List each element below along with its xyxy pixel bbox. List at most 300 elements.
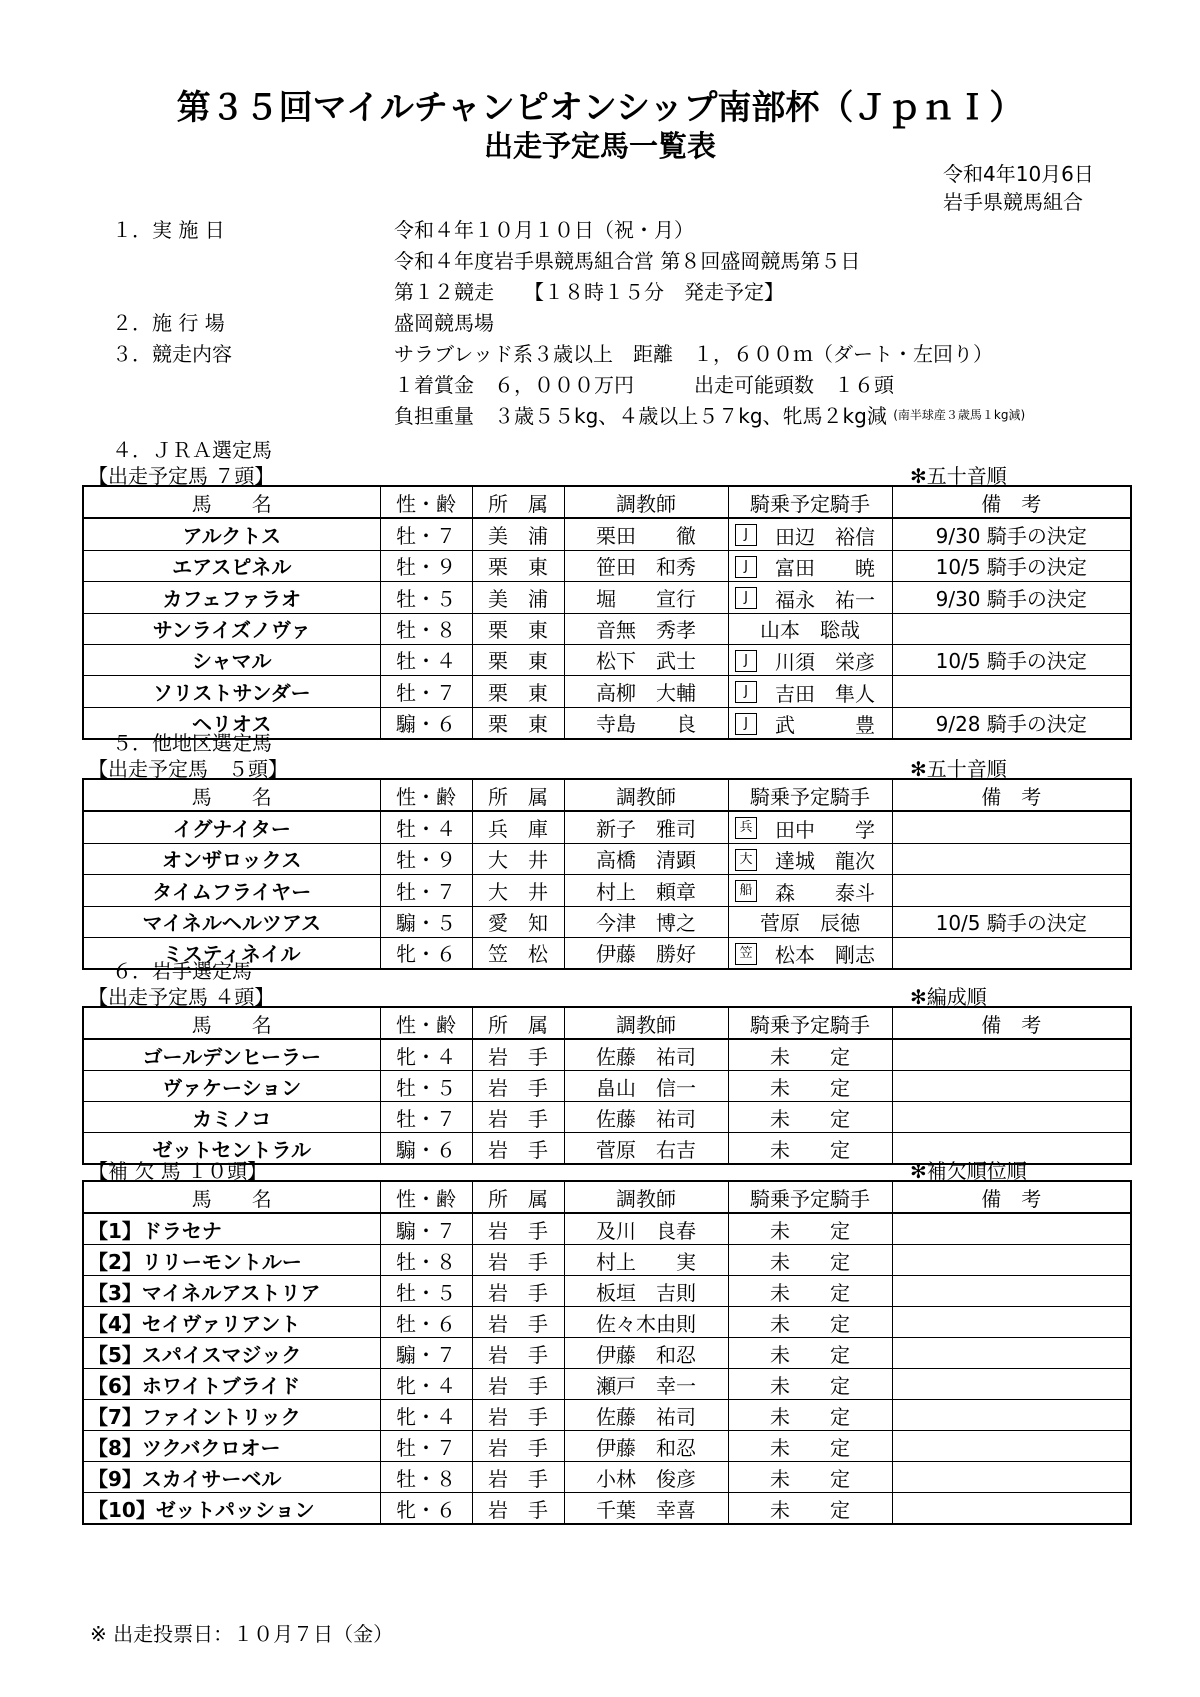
column-header: 調教師 <box>564 779 728 811</box>
affiliation: 栗 東 <box>472 613 564 644</box>
remarks <box>892 1493 1131 1525</box>
jockey-name: 未 定 <box>770 1466 850 1491</box>
jockey-cell <box>728 1493 892 1525</box>
sex-age: 牡・５ <box>380 1071 472 1102</box>
affiliation: 岩 手 <box>472 1462 564 1493</box>
jockey-wrap <box>735 521 885 550</box>
sex-age: 騸・７ <box>380 1338 472 1369</box>
jockey-cell <box>728 1307 892 1338</box>
info-value: 負担重量 ３歳５５kg、４歳以上５７kg、牝馬２kg減 <box>394 404 887 428</box>
table-row <box>83 1493 1131 1525</box>
column-header: 調教師 <box>564 1181 728 1213</box>
remarks: 10/5 騎手の決定 <box>892 550 1131 582</box>
jockey-name: 川須 栄彦 <box>775 650 875 674</box>
affiliation-badge: J <box>735 556 757 578</box>
affiliation: 大 井 <box>472 875 564 907</box>
column-header: 騎乗予定騎手 <box>728 1181 892 1213</box>
remarks <box>892 613 1131 644</box>
page-subtitle: 出走予定馬一覧表 <box>483 129 716 163</box>
sex-age: 牝・６ <box>380 937 472 969</box>
remarks <box>892 1213 1131 1245</box>
section-order-label: ✻五十音順 <box>910 757 1007 781</box>
jockey-cell <box>728 811 892 843</box>
jockey-wrap <box>735 614 885 643</box>
jockey-wrap <box>735 1134 885 1163</box>
jockey-wrap <box>735 1246 885 1275</box>
horse-name: ゼットセントラル <box>83 1133 380 1165</box>
jockey-cell <box>728 875 892 907</box>
table-row <box>83 875 1131 907</box>
horse-name: ヘリオス <box>83 707 380 739</box>
trainer: 佐々木由則 <box>564 1307 728 1338</box>
sex-age: 牡・７ <box>380 1431 472 1462</box>
jockey-name: 松本 剛志 <box>775 943 875 967</box>
trainer: 寺島 良 <box>564 707 728 739</box>
column-header: 性・齢 <box>380 486 472 518</box>
trainer: 新子 雅司 <box>564 811 728 843</box>
remarks <box>892 1071 1131 1102</box>
remarks <box>892 1245 1131 1276</box>
affiliation-badge: 兵 <box>735 817 757 839</box>
horse-name: 【2】リリーモントルー <box>83 1245 380 1276</box>
info-value: 盛岡競馬場 <box>394 311 494 335</box>
jockey-name: 田辺 裕信 <box>775 524 875 549</box>
trainer: 畠山 信一 <box>564 1071 728 1102</box>
horse-name: 【4】セイヴァリアント <box>83 1307 380 1338</box>
remarks <box>892 1400 1131 1431</box>
trainer: 松下 武士 <box>564 644 728 676</box>
info-value: サラブレッド系３歳以上 距離 １，６００ｍ（ダート・左回り） <box>394 342 993 366</box>
section-heading: ６．岩手選定馬 <box>112 959 252 983</box>
affiliation-badge: J <box>735 713 757 735</box>
affiliation: 岩 手 <box>472 1493 564 1525</box>
jockey-name: 田中 学 <box>775 817 875 842</box>
sex-age: 牝・６ <box>380 1493 472 1525</box>
table-row <box>83 1369 1131 1400</box>
horse-name: カフェファラオ <box>83 582 380 614</box>
remarks: 10/5 騎手の決定 <box>892 906 1131 937</box>
affiliation-badge: J <box>735 524 757 546</box>
horse-name: シャマル <box>83 644 380 676</box>
trainer: 千葉 幸喜 <box>564 1493 728 1525</box>
affiliation: 岩 手 <box>472 1071 564 1102</box>
info-note: (南半球産３歳馬１kg減) <box>893 408 1026 422</box>
remarks <box>892 843 1131 875</box>
sex-age: 騸・６ <box>380 1133 472 1165</box>
info-label: １．実 施 日 <box>112 218 225 242</box>
column-header: 調教師 <box>564 486 728 518</box>
sex-age: 牝・４ <box>380 1369 472 1400</box>
affiliation: 岩 手 <box>472 1369 564 1400</box>
sex-age: 牡・９ <box>380 843 472 875</box>
jockey-wrap <box>735 678 885 707</box>
column-header: 性・齢 <box>380 779 472 811</box>
jockey-wrap <box>735 1215 885 1244</box>
sex-age: 騸・７ <box>380 1213 472 1245</box>
info-row <box>112 213 1152 244</box>
table-row <box>83 906 1131 937</box>
jockey-cell <box>728 518 892 550</box>
sex-age: 牡・７ <box>380 875 472 907</box>
info-row <box>112 306 1152 337</box>
horse-name: ヴァケーション <box>83 1071 380 1102</box>
info-row <box>112 337 1152 368</box>
entry-table <box>82 485 1132 740</box>
table-row <box>83 1338 1131 1369</box>
column-header: 備 考 <box>892 1007 1131 1039</box>
jockey-wrap <box>735 814 885 843</box>
remarks: 10/5 騎手の決定 <box>892 644 1131 676</box>
header-row <box>83 779 1131 811</box>
trainer: 佐藤 祐司 <box>564 1102 728 1133</box>
trainer: 小林 俊彦 <box>564 1462 728 1493</box>
sex-age: 牡・６ <box>380 1307 472 1338</box>
sex-age: 騸・６ <box>380 707 472 739</box>
affiliation: 岩 手 <box>472 1102 564 1133</box>
trainer: 高柳 大輔 <box>564 676 728 708</box>
affiliation: 美 浦 <box>472 582 564 614</box>
table-row <box>83 1462 1131 1493</box>
trainer: 堀 宣行 <box>564 582 728 614</box>
jockey-name: 未 定 <box>770 1137 850 1162</box>
horse-name: 【7】ファイントリック <box>83 1400 380 1431</box>
trainer: 瀬戸 幸一 <box>564 1369 728 1400</box>
sex-age: 牡・５ <box>380 1276 472 1307</box>
jockey-cell <box>728 1369 892 1400</box>
jockey-wrap <box>735 1103 885 1132</box>
horse-name: 【6】ホワイトブライド <box>83 1369 380 1400</box>
table-row <box>83 1276 1131 1307</box>
jockey-cell <box>728 906 892 937</box>
table-row <box>83 644 1131 676</box>
jockey-name: 未 定 <box>770 1280 850 1305</box>
sex-age: 牡・８ <box>380 1462 472 1493</box>
info-row <box>112 368 1152 399</box>
horse-name: 【10】ゼットパッション <box>83 1493 380 1525</box>
header-row <box>83 486 1131 518</box>
jockey-cell <box>728 1276 892 1307</box>
jockey-name: 未 定 <box>770 1373 850 1398</box>
horse-name: ミスティネイル <box>83 937 380 969</box>
jockey-wrap <box>735 1277 885 1306</box>
horse-name: 【5】スパイスマジック <box>83 1338 380 1369</box>
affiliation-badge: J <box>735 650 757 672</box>
column-header: 所 属 <box>472 1007 564 1039</box>
jockey-name: 未 定 <box>770 1404 850 1429</box>
jockey-name: 未 定 <box>770 1075 850 1100</box>
jockey-wrap <box>735 1432 885 1461</box>
remarks <box>892 1431 1131 1462</box>
jockey-name: 達城 龍次 <box>775 849 875 873</box>
column-header: 性・齢 <box>380 1007 472 1039</box>
table-row <box>83 518 1131 550</box>
jockey-name: 武 豊 <box>775 713 875 737</box>
trainer: 菅原 右吉 <box>564 1133 728 1165</box>
sex-age: 牡・７ <box>380 1102 472 1133</box>
header-row <box>83 1181 1131 1213</box>
jockey-cell <box>728 1133 892 1165</box>
jockey-name: 未 定 <box>770 1497 850 1522</box>
trainer: 栗田 徹 <box>564 518 728 550</box>
column-header: 備 考 <box>892 1181 1131 1213</box>
remarks <box>892 811 1131 843</box>
affiliation: 岩 手 <box>472 1213 564 1245</box>
jockey-cell <box>728 1102 892 1133</box>
jockey-cell <box>728 1400 892 1431</box>
jockey-wrap <box>735 1308 885 1337</box>
affiliation-badge: 笠 <box>735 943 757 965</box>
sex-age: 牡・４ <box>380 644 472 676</box>
section-heading: ４．ＪＲＡ選定馬 <box>112 438 272 462</box>
table-row <box>83 1307 1131 1338</box>
horse-name: サンライズノヴァ <box>83 613 380 644</box>
trainer: 伊藤 和忍 <box>564 1338 728 1369</box>
column-header: 調教師 <box>564 1007 728 1039</box>
column-header: 馬 名 <box>83 1007 380 1039</box>
jockey-wrap <box>735 709 885 738</box>
affiliation: 栗 東 <box>472 676 564 708</box>
issuer-name: 岩手県競馬組合 <box>943 190 1083 214</box>
affiliation-badge: 大 <box>735 849 757 871</box>
jockey-cell <box>728 1431 892 1462</box>
section-heading: ５．他地区選定馬 <box>112 731 272 755</box>
sex-age: 牡・５ <box>380 582 472 614</box>
jockey-wrap <box>735 1041 885 1070</box>
remarks <box>892 875 1131 907</box>
affiliation: 岩 手 <box>472 1338 564 1369</box>
jockey-wrap <box>735 1339 885 1368</box>
column-header: 馬 名 <box>83 1181 380 1213</box>
horse-name: カミノコ <box>83 1102 380 1133</box>
jockey-name: 菅原 辰徳 <box>760 911 860 935</box>
sex-age: 牡・８ <box>380 1245 472 1276</box>
affiliation: 岩 手 <box>472 1307 564 1338</box>
jockey-wrap <box>735 1401 885 1430</box>
jockey-cell <box>728 550 892 582</box>
remarks <box>892 1276 1131 1307</box>
trainer: 伊藤 和忍 <box>564 1431 728 1462</box>
jockey-cell <box>728 1039 892 1071</box>
sex-age: 牡・７ <box>380 518 472 550</box>
jockey-cell <box>728 1462 892 1493</box>
table-row <box>83 843 1131 875</box>
jockey-wrap <box>735 1370 885 1399</box>
column-header: 所 属 <box>472 1181 564 1213</box>
jockey-cell <box>728 644 892 676</box>
trainer: 板垣 吉則 <box>564 1276 728 1307</box>
info-row <box>112 399 1152 430</box>
horse-name: 【3】マイネルアストリア <box>83 1276 380 1307</box>
page-title: 第３５回マイルチャンピオンシップ南部杯（ＪｐｎＩ） <box>176 88 1024 128</box>
column-header: 備 考 <box>892 779 1131 811</box>
horse-name: エアスピネル <box>83 550 380 582</box>
jockey-cell <box>728 1213 892 1245</box>
jockey-wrap <box>735 646 885 675</box>
horse-name: オンザロックス <box>83 843 380 875</box>
affiliation-badge: J <box>735 681 757 703</box>
jockey-wrap <box>735 877 885 906</box>
table-row <box>83 1213 1131 1245</box>
jockey-name: 福永 祐一 <box>775 587 875 612</box>
sex-age: 騸・５ <box>380 906 472 937</box>
jockey-cell <box>728 707 892 739</box>
jockey-name: 森 泰斗 <box>775 880 875 905</box>
affiliation: 兵 庫 <box>472 811 564 843</box>
info-label: ３．競走内容 <box>112 342 232 366</box>
sex-age: 牡・７ <box>380 676 472 708</box>
column-header: 備 考 <box>892 486 1131 518</box>
affiliation: 笠 松 <box>472 937 564 969</box>
trainer: 笹田 和秀 <box>564 550 728 582</box>
jockey-name: 未 定 <box>770 1435 850 1460</box>
horse-name: ゴールデンヒーラー <box>83 1039 380 1071</box>
affiliation: 愛 知 <box>472 906 564 937</box>
sex-age: 牝・４ <box>380 1039 472 1071</box>
horse-name: 【8】ツクバクロオー <box>83 1431 380 1462</box>
horse-name: 【9】スカイサーベル <box>83 1462 380 1493</box>
jockey-cell <box>728 1071 892 1102</box>
remarks <box>892 937 1131 969</box>
info-row <box>112 244 1152 275</box>
horse-name: タイムフライヤー <box>83 875 380 907</box>
horse-name: マイネルヘルツアス <box>83 906 380 937</box>
jockey-name: 未 定 <box>770 1218 850 1243</box>
jockey-cell <box>728 1245 892 1276</box>
affiliation: 栗 東 <box>472 550 564 582</box>
info-value: １着賞金 ６，０００万円 出走可能頭数 １６頭 <box>394 373 894 397</box>
jockey-cell <box>728 937 892 969</box>
info-row <box>112 275 1152 306</box>
table-row <box>83 613 1131 644</box>
column-header: 騎乗予定騎手 <box>728 486 892 518</box>
jockey-wrap <box>735 1463 885 1492</box>
remarks: 9/30 騎手の決定 <box>892 582 1131 614</box>
info-value: 令和４年１０月１０日（祝・月） <box>394 218 694 242</box>
header-row <box>83 1007 1131 1039</box>
affiliation: 大 井 <box>472 843 564 875</box>
jockey-wrap <box>735 939 885 968</box>
affiliation: 岩 手 <box>472 1133 564 1165</box>
column-header: 騎乗予定騎手 <box>728 779 892 811</box>
remarks <box>892 1462 1131 1493</box>
horse-name: ソリストサンダー <box>83 676 380 708</box>
trainer: 村上 実 <box>564 1245 728 1276</box>
section-order-label: ✻補欠順位順 <box>910 1159 1027 1183</box>
info-value: 令和４年度岩手県競馬組合営 第８回盛岡競馬第５日 <box>394 249 861 273</box>
table-row <box>83 1102 1131 1133</box>
remarks <box>892 1102 1131 1133</box>
column-header: 騎乗予定騎手 <box>728 1007 892 1039</box>
horse-name: イグナイター <box>83 811 380 843</box>
affiliation-badge: J <box>735 587 757 609</box>
column-header: 馬 名 <box>83 779 380 811</box>
entry-table <box>82 778 1132 970</box>
affiliation: 岩 手 <box>472 1400 564 1431</box>
table-row <box>83 582 1131 614</box>
table-row <box>83 1071 1131 1102</box>
trainer: 音無 秀孝 <box>564 613 728 644</box>
jockey-cell <box>728 613 892 644</box>
info-label: ２．施 行 場 <box>112 311 225 335</box>
trainer: 佐藤 祐司 <box>564 1039 728 1071</box>
jockey-wrap <box>735 552 885 581</box>
sex-age: 牡・４ <box>380 811 472 843</box>
trainer: 及川 良春 <box>564 1213 728 1245</box>
jockey-cell <box>728 843 892 875</box>
table-row <box>83 1400 1131 1431</box>
jockey-wrap <box>735 907 885 936</box>
affiliation: 岩 手 <box>472 1431 564 1462</box>
entry-table <box>82 1006 1132 1165</box>
table-row <box>83 1039 1131 1071</box>
jockey-cell <box>728 582 892 614</box>
trainer: 高橋 清顕 <box>564 843 728 875</box>
issuer-block <box>943 160 1094 216</box>
table-row <box>83 550 1131 582</box>
column-header: 馬 名 <box>83 486 380 518</box>
info-value: 第１２競走 【１８時１５分 発走予定】 <box>394 280 784 304</box>
remarks: 9/28 騎手の決定 <box>892 707 1131 739</box>
column-header: 所 属 <box>472 779 564 811</box>
section-order-label: ✻五十音順 <box>910 464 1007 488</box>
trainer: 今津 博之 <box>564 906 728 937</box>
affiliation: 栗 東 <box>472 644 564 676</box>
affiliation: 岩 手 <box>472 1245 564 1276</box>
section-count-label: 【出走予定馬 ５頭】 <box>88 757 288 781</box>
horse-name: 【1】ドラセナ <box>83 1213 380 1245</box>
sex-age: 牝・４ <box>380 1400 472 1431</box>
trainer: 村上 頼章 <box>564 875 728 907</box>
remarks <box>892 1338 1131 1369</box>
section-count-label: 【補 欠 馬 １０頭】 <box>88 1159 268 1183</box>
sex-age: 牡・８ <box>380 613 472 644</box>
remarks <box>892 1039 1131 1071</box>
entry-table <box>82 1180 1132 1525</box>
jockey-name: 未 定 <box>770 1044 850 1069</box>
affiliation: 岩 手 <box>472 1276 564 1307</box>
table-row <box>83 1245 1131 1276</box>
jockey-cell <box>728 676 892 708</box>
jockey-name: 未 定 <box>770 1342 850 1367</box>
table-row <box>83 676 1131 708</box>
race-info <box>112 213 1152 430</box>
jockey-wrap <box>735 845 885 874</box>
trainer: 伊藤 勝好 <box>564 937 728 969</box>
table-row <box>83 811 1131 843</box>
trainer: 佐藤 祐司 <box>564 1400 728 1431</box>
jockey-cell <box>728 1338 892 1369</box>
affiliation-badge: 船 <box>735 880 757 902</box>
table-row <box>83 1431 1131 1462</box>
column-header: 性・齢 <box>380 1181 472 1213</box>
jockey-wrap <box>735 1494 885 1523</box>
affiliation: 栗 東 <box>472 707 564 739</box>
remarks: 9/30 騎手の決定 <box>892 518 1131 550</box>
jockey-name: 未 定 <box>770 1106 850 1131</box>
affiliation: 岩 手 <box>472 1039 564 1071</box>
footer-note: ※ 出走投票日：１０月７日（金） <box>90 1622 394 1646</box>
remarks <box>892 676 1131 708</box>
sex-age: 牡・９ <box>380 550 472 582</box>
jockey-wrap <box>735 1072 885 1101</box>
jockey-name: 未 定 <box>770 1249 850 1274</box>
remarks <box>892 1307 1131 1338</box>
jockey-name: 山本 聡哉 <box>760 618 860 642</box>
jockey-name: 富田 暁 <box>775 556 875 580</box>
section-count-label: 【出走予定馬 ４頭】 <box>88 985 275 1009</box>
issue-date: 令和4年10月6日 <box>943 162 1094 186</box>
jockey-wrap <box>735 584 885 613</box>
